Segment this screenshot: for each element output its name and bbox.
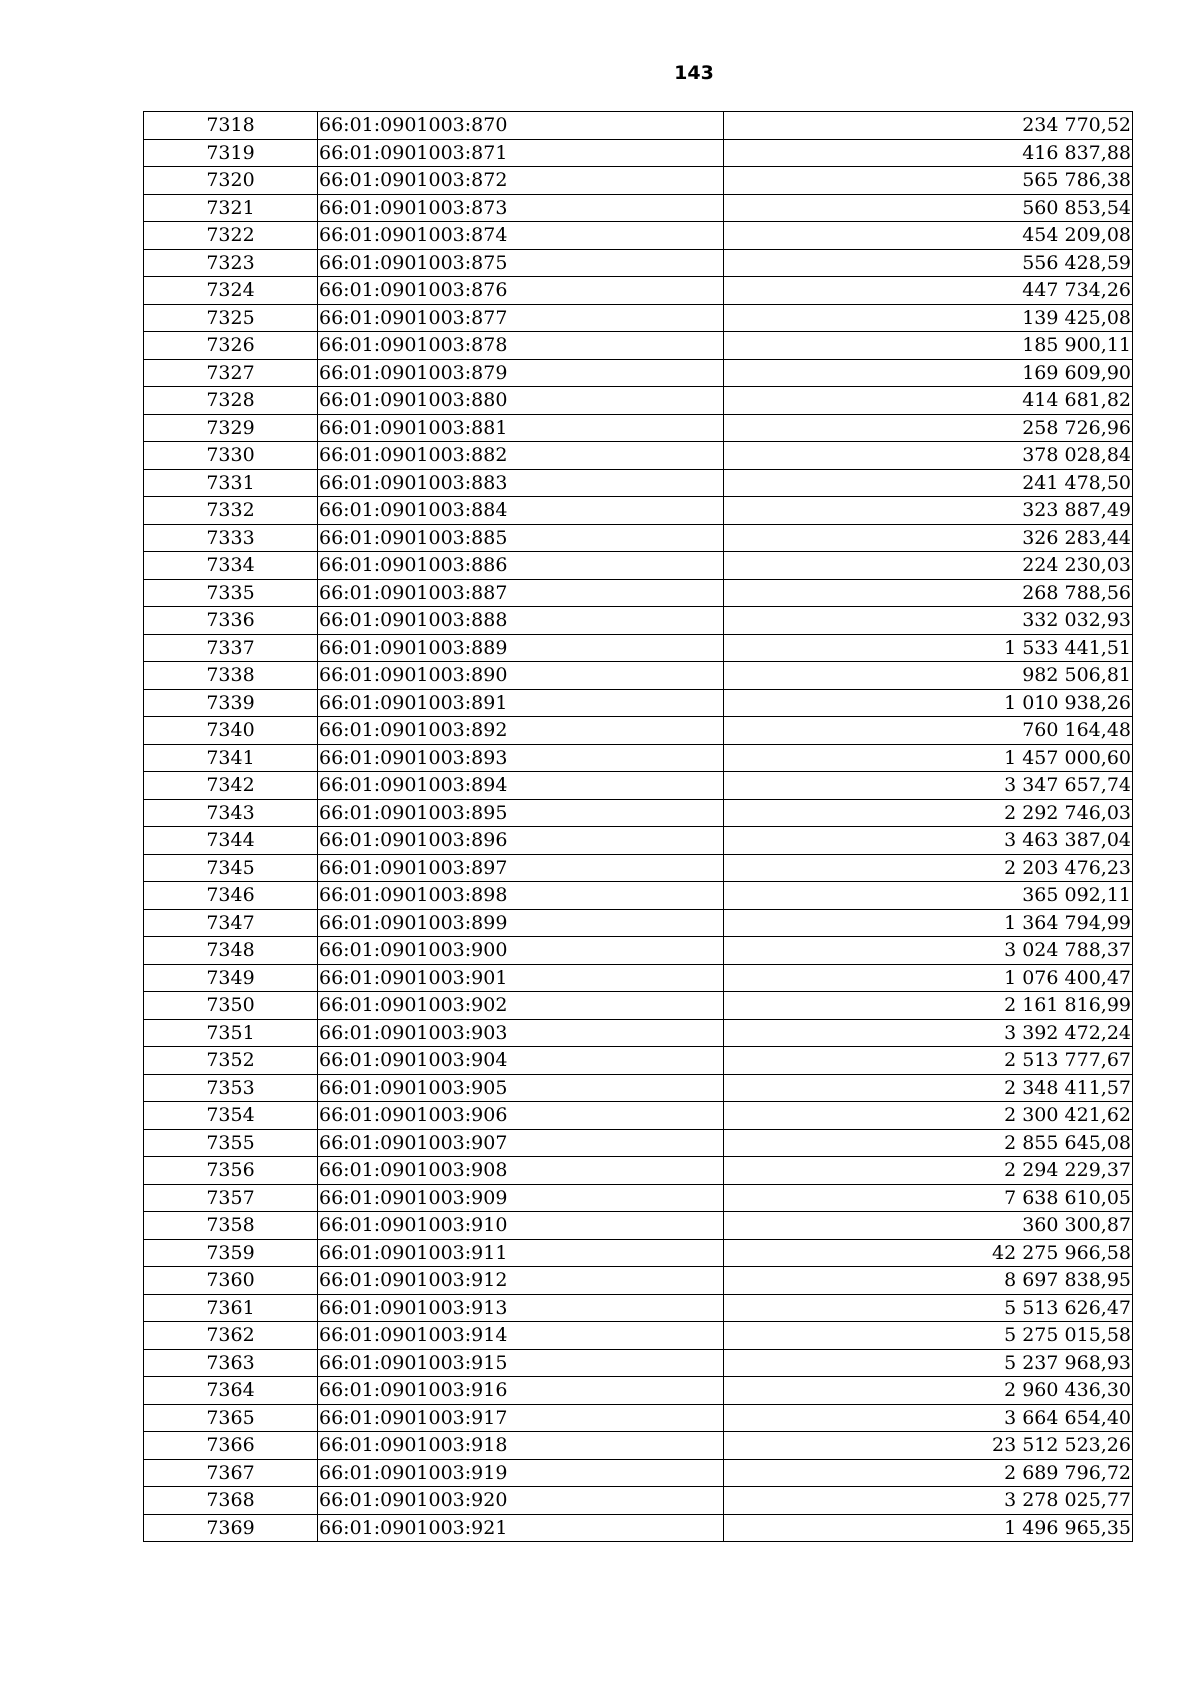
table-row — [144, 579, 1133, 607]
table-row — [144, 964, 1133, 992]
row-number-cell: 7329 — [144, 414, 318, 442]
cadastral-number-cell: 66:01:0901003:921 — [318, 1514, 724, 1542]
cadastral-value-cell: 1 364 794,99 — [724, 909, 1133, 937]
row-number-cell: 7332 — [144, 497, 318, 525]
cadastral-value-cell: 378 028,84 — [724, 442, 1133, 470]
row-number-cell: 7364 — [144, 1377, 318, 1405]
table-row — [144, 689, 1133, 717]
row-number-cell: 7323 — [144, 249, 318, 277]
row-number-cell: 7318 — [144, 112, 318, 140]
table-row — [144, 827, 1133, 855]
cadastral-value-cell: 1 496 965,35 — [724, 1514, 1133, 1542]
table-row — [144, 359, 1133, 387]
cadastral-number-cell: 66:01:0901003:900 — [318, 937, 724, 965]
row-number-cell: 7358 — [144, 1212, 318, 1240]
cadastral-number-cell: 66:01:0901003:905 — [318, 1074, 724, 1102]
table-row — [144, 497, 1133, 525]
cadastral-value-cell: 2 348 411,57 — [724, 1074, 1133, 1102]
cadastral-number-cell: 66:01:0901003:903 — [318, 1019, 724, 1047]
cadastral-value-cell: 2 292 746,03 — [724, 799, 1133, 827]
table-row — [144, 799, 1133, 827]
table-row — [144, 469, 1133, 497]
cadastral-number-cell: 66:01:0901003:873 — [318, 194, 724, 222]
table-row — [144, 194, 1133, 222]
cadastral-number-cell: 66:01:0901003:876 — [318, 277, 724, 305]
cadastral-number-cell: 66:01:0901003:892 — [318, 717, 724, 745]
cadastral-value-cell: 414 681,82 — [724, 387, 1133, 415]
cadastral-number-cell: 66:01:0901003:917 — [318, 1404, 724, 1432]
cadastral-number-cell: 66:01:0901003:891 — [318, 689, 724, 717]
table-row — [144, 387, 1133, 415]
table-row — [144, 304, 1133, 332]
table-row — [144, 772, 1133, 800]
cadastral-value-cell: 268 788,56 — [724, 579, 1133, 607]
cadastral-value-cell: 3 664 654,40 — [724, 1404, 1133, 1432]
table-row — [144, 1267, 1133, 1295]
cadastral-value-cell: 3 392 472,24 — [724, 1019, 1133, 1047]
table-row — [144, 854, 1133, 882]
row-number-cell: 7320 — [144, 167, 318, 195]
table-row — [144, 1102, 1133, 1130]
cadastral-value-cell: 447 734,26 — [724, 277, 1133, 305]
table-row — [144, 1239, 1133, 1267]
cadastral-value-cell: 139 425,08 — [724, 304, 1133, 332]
cadastral-value-cell: 416 837,88 — [724, 139, 1133, 167]
row-number-cell: 7341 — [144, 744, 318, 772]
cadastral-value-cell: 3 463 387,04 — [724, 827, 1133, 855]
row-number-cell: 7348 — [144, 937, 318, 965]
row-number-cell: 7355 — [144, 1129, 318, 1157]
cadastral-number-cell: 66:01:0901003:904 — [318, 1047, 724, 1075]
row-number-cell: 7361 — [144, 1294, 318, 1322]
row-number-cell: 7366 — [144, 1432, 318, 1460]
table-row — [144, 442, 1133, 470]
table-body — [144, 112, 1133, 1542]
cadastral-value-cell: 23 512 523,26 — [724, 1432, 1133, 1460]
cadastral-value-cell: 760 164,48 — [724, 717, 1133, 745]
cadastral-value-cell: 2 300 421,62 — [724, 1102, 1133, 1130]
table-row — [144, 937, 1133, 965]
cadastral-number-cell: 66:01:0901003:897 — [318, 854, 724, 882]
cadastral-value-cell: 5 237 968,93 — [724, 1349, 1133, 1377]
cadastral-value-cell: 2 689 796,72 — [724, 1459, 1133, 1487]
cadastral-number-cell: 66:01:0901003:911 — [318, 1239, 724, 1267]
row-number-cell: 7350 — [144, 992, 318, 1020]
cadastral-value-cell: 454 209,08 — [724, 222, 1133, 250]
cadastral-value-cell: 234 770,52 — [724, 112, 1133, 140]
page-number: 143 — [674, 62, 714, 84]
cadastral-number-cell: 66:01:0901003:914 — [318, 1322, 724, 1350]
cadastral-number-cell: 66:01:0901003:886 — [318, 552, 724, 580]
cadastral-number-cell: 66:01:0901003:870 — [318, 112, 724, 140]
cadastral-value-cell: 1 457 000,60 — [724, 744, 1133, 772]
cadastral-value-cell: 5 275 015,58 — [724, 1322, 1133, 1350]
cadastral-number-cell: 66:01:0901003:920 — [318, 1487, 724, 1515]
cadastral-number-cell: 66:01:0901003:874 — [318, 222, 724, 250]
table-row — [144, 662, 1133, 690]
cadastral-value-cell: 5 513 626,47 — [724, 1294, 1133, 1322]
row-number-cell: 7346 — [144, 882, 318, 910]
cadastral-number-cell: 66:01:0901003:893 — [318, 744, 724, 772]
cadastral-number-cell: 66:01:0901003:871 — [318, 139, 724, 167]
cadastral-number-cell: 66:01:0901003:878 — [318, 332, 724, 360]
cadastral-number-cell: 66:01:0901003:894 — [318, 772, 724, 800]
row-number-cell: 7342 — [144, 772, 318, 800]
row-number-cell: 7331 — [144, 469, 318, 497]
table-row — [144, 607, 1133, 635]
table-row — [144, 1019, 1133, 1047]
row-number-cell: 7324 — [144, 277, 318, 305]
table-row — [144, 332, 1133, 360]
row-number-cell: 7357 — [144, 1184, 318, 1212]
cadastral-value-cell: 3 347 657,74 — [724, 772, 1133, 800]
table-row — [144, 414, 1133, 442]
row-number-cell: 7360 — [144, 1267, 318, 1295]
table-row — [144, 1212, 1133, 1240]
table-row — [144, 1129, 1133, 1157]
cadastral-value-cell: 2 161 816,99 — [724, 992, 1133, 1020]
table-row — [144, 222, 1133, 250]
table-row — [144, 1487, 1133, 1515]
cadastral-value-cell: 7 638 610,05 — [724, 1184, 1133, 1212]
table-row — [144, 167, 1133, 195]
cadastral-number-cell: 66:01:0901003:908 — [318, 1157, 724, 1185]
table-row — [144, 1432, 1133, 1460]
cadastral-value-cell: 332 032,93 — [724, 607, 1133, 635]
row-number-cell: 7322 — [144, 222, 318, 250]
row-number-cell: 7352 — [144, 1047, 318, 1075]
row-number-cell: 7330 — [144, 442, 318, 470]
cadastral-value-table — [143, 111, 1133, 1542]
table-row — [144, 909, 1133, 937]
table-row — [144, 717, 1133, 745]
cadastral-number-cell: 66:01:0901003:919 — [318, 1459, 724, 1487]
cadastral-value-cell: 169 609,90 — [724, 359, 1133, 387]
cadastral-value-cell: 2 513 777,67 — [724, 1047, 1133, 1075]
row-number-cell: 7333 — [144, 524, 318, 552]
cadastral-value-cell: 3 024 788,37 — [724, 937, 1133, 965]
table-row — [144, 249, 1133, 277]
table-row — [144, 524, 1133, 552]
cadastral-number-cell: 66:01:0901003:890 — [318, 662, 724, 690]
cadastral-number-cell: 66:01:0901003:883 — [318, 469, 724, 497]
cadastral-number-cell: 66:01:0901003:875 — [318, 249, 724, 277]
cadastral-number-cell: 66:01:0901003:887 — [318, 579, 724, 607]
row-number-cell: 7345 — [144, 854, 318, 882]
table-row — [144, 634, 1133, 662]
cadastral-number-cell: 66:01:0901003:896 — [318, 827, 724, 855]
row-number-cell: 7337 — [144, 634, 318, 662]
table-row — [144, 1047, 1133, 1075]
cadastral-number-cell: 66:01:0901003:910 — [318, 1212, 724, 1240]
cadastral-number-cell: 66:01:0901003:906 — [318, 1102, 724, 1130]
cadastral-value-cell: 2 855 645,08 — [724, 1129, 1133, 1157]
row-number-cell: 7367 — [144, 1459, 318, 1487]
cadastral-number-cell: 66:01:0901003:872 — [318, 167, 724, 195]
row-number-cell: 7335 — [144, 579, 318, 607]
table-row — [144, 277, 1133, 305]
cadastral-number-cell: 66:01:0901003:901 — [318, 964, 724, 992]
cadastral-number-cell: 66:01:0901003:885 — [318, 524, 724, 552]
cadastral-value-cell: 1 076 400,47 — [724, 964, 1133, 992]
cadastral-number-cell: 66:01:0901003:912 — [318, 1267, 724, 1295]
row-number-cell: 7334 — [144, 552, 318, 580]
row-number-cell: 7347 — [144, 909, 318, 937]
cadastral-value-cell: 1 533 441,51 — [724, 634, 1133, 662]
table-row — [144, 882, 1133, 910]
cadastral-value-cell: 258 726,96 — [724, 414, 1133, 442]
cadastral-value-cell: 982 506,81 — [724, 662, 1133, 690]
row-number-cell: 7319 — [144, 139, 318, 167]
row-number-cell: 7344 — [144, 827, 318, 855]
cadastral-number-cell: 66:01:0901003:909 — [318, 1184, 724, 1212]
cadastral-value-cell: 8 697 838,95 — [724, 1267, 1133, 1295]
table-row — [144, 139, 1133, 167]
cadastral-number-cell: 66:01:0901003:913 — [318, 1294, 724, 1322]
row-number-cell: 7339 — [144, 689, 318, 717]
cadastral-value-cell: 560 853,54 — [724, 194, 1133, 222]
cadastral-number-cell: 66:01:0901003:884 — [318, 497, 724, 525]
cadastral-number-cell: 66:01:0901003:881 — [318, 414, 724, 442]
row-number-cell: 7365 — [144, 1404, 318, 1432]
row-number-cell: 7349 — [144, 964, 318, 992]
cadastral-value-cell: 2 960 436,30 — [724, 1377, 1133, 1405]
row-number-cell: 7338 — [144, 662, 318, 690]
table-row — [144, 1349, 1133, 1377]
table-row — [144, 1459, 1133, 1487]
cadastral-number-cell: 66:01:0901003:915 — [318, 1349, 724, 1377]
cadastral-value-cell: 241 478,50 — [724, 469, 1133, 497]
cadastral-value-cell: 185 900,11 — [724, 332, 1133, 360]
cadastral-value-cell: 1 010 938,26 — [724, 689, 1133, 717]
row-number-cell: 7326 — [144, 332, 318, 360]
row-number-cell: 7368 — [144, 1487, 318, 1515]
row-number-cell: 7340 — [144, 717, 318, 745]
cadastral-number-cell: 66:01:0901003:899 — [318, 909, 724, 937]
cadastral-number-cell: 66:01:0901003:877 — [318, 304, 724, 332]
table-row — [144, 1157, 1133, 1185]
row-number-cell: 7351 — [144, 1019, 318, 1047]
table-row — [144, 992, 1133, 1020]
table-row — [144, 1074, 1133, 1102]
table-row — [144, 1514, 1133, 1542]
cadastral-value-cell: 42 275 966,58 — [724, 1239, 1133, 1267]
cadastral-number-cell: 66:01:0901003:880 — [318, 387, 724, 415]
row-number-cell: 7363 — [144, 1349, 318, 1377]
table-row — [144, 744, 1133, 772]
row-number-cell: 7362 — [144, 1322, 318, 1350]
cadastral-number-cell: 66:01:0901003:895 — [318, 799, 724, 827]
table-row — [144, 112, 1133, 140]
table-row — [144, 552, 1133, 580]
table-row — [144, 1184, 1133, 1212]
cadastral-number-cell: 66:01:0901003:902 — [318, 992, 724, 1020]
row-number-cell: 7336 — [144, 607, 318, 635]
table-row — [144, 1322, 1133, 1350]
cadastral-value-cell: 2 294 229,37 — [724, 1157, 1133, 1185]
cadastral-number-cell: 66:01:0901003:888 — [318, 607, 724, 635]
cadastral-value-cell: 565 786,38 — [724, 167, 1133, 195]
cadastral-value-cell: 2 203 476,23 — [724, 854, 1133, 882]
cadastral-value-cell: 365 092,11 — [724, 882, 1133, 910]
row-number-cell: 7343 — [144, 799, 318, 827]
row-number-cell: 7328 — [144, 387, 318, 415]
cadastral-number-cell: 66:01:0901003:898 — [318, 882, 724, 910]
row-number-cell: 7369 — [144, 1514, 318, 1542]
row-number-cell: 7356 — [144, 1157, 318, 1185]
cadastral-number-cell: 66:01:0901003:889 — [318, 634, 724, 662]
row-number-cell: 7325 — [144, 304, 318, 332]
cadastral-value-cell: 326 283,44 — [724, 524, 1133, 552]
row-number-cell: 7353 — [144, 1074, 318, 1102]
cadastral-value-cell: 360 300,87 — [724, 1212, 1133, 1240]
cadastral-number-cell: 66:01:0901003:918 — [318, 1432, 724, 1460]
cadastral-number-cell: 66:01:0901003:882 — [318, 442, 724, 470]
row-number-cell: 7327 — [144, 359, 318, 387]
table-row — [144, 1404, 1133, 1432]
row-number-cell: 7321 — [144, 194, 318, 222]
cadastral-number-cell: 66:01:0901003:879 — [318, 359, 724, 387]
row-number-cell: 7359 — [144, 1239, 318, 1267]
cadastral-number-cell: 66:01:0901003:916 — [318, 1377, 724, 1405]
cadastral-value-cell: 556 428,59 — [724, 249, 1133, 277]
cadastral-value-cell: 3 278 025,77 — [724, 1487, 1133, 1515]
table-row — [144, 1377, 1133, 1405]
cadastral-value-cell: 224 230,03 — [724, 552, 1133, 580]
cadastral-value-cell: 323 887,49 — [724, 497, 1133, 525]
cadastral-number-cell: 66:01:0901003:907 — [318, 1129, 724, 1157]
row-number-cell: 7354 — [144, 1102, 318, 1130]
table-row — [144, 1294, 1133, 1322]
